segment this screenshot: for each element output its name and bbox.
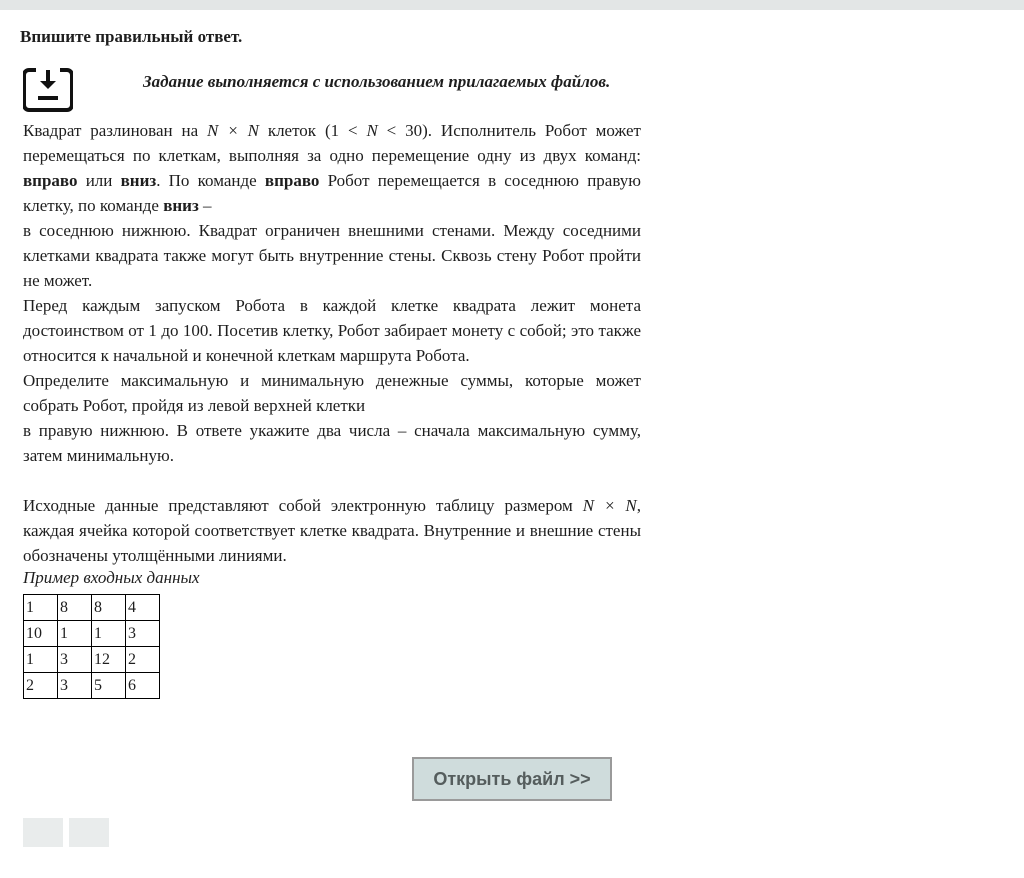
table-row — [24, 647, 160, 673]
problem-text — [23, 118, 641, 468]
table-cell: 1 — [24, 595, 58, 621]
nav-button-2[interactable] — [69, 818, 109, 847]
table-cell: 1 — [24, 647, 58, 673]
table-cell: 8 — [58, 595, 92, 621]
top-bar — [0, 0, 1024, 10]
paragraph-3-cont: в правую нижнюю. В ответе укажите два числа – сначала максимальную сумму, затем минимальную. — [23, 421, 641, 465]
download-file-icon[interactable] — [23, 68, 73, 112]
table-cell: 3 — [126, 621, 160, 647]
nav-button-1[interactable] — [23, 818, 63, 847]
table-row — [24, 595, 160, 621]
open-file-button[interactable]: Открыть файл >> — [412, 757, 612, 801]
table-cell: 6 — [126, 673, 160, 699]
input-description — [23, 493, 641, 568]
table-cell: 2 — [126, 647, 160, 673]
table-cell: 1 — [58, 621, 92, 647]
paragraph-2: Перед каждым запуском Робота в каждой клетке квадрата лежит монета достоинством от 1 до 100. Посетив клетку, Робот забирает монету с собой; это также относится к начальной и конечной клеткам маршрута Робота. — [23, 296, 641, 365]
table-cell: 3 — [58, 673, 92, 699]
table-row — [24, 673, 160, 699]
table-cell: 4 — [126, 595, 160, 621]
example-title: Пример входных данных — [23, 568, 200, 587]
table-cell: 8 — [92, 595, 126, 621]
table-cell: 2 — [24, 673, 58, 699]
table-cell: 3 — [58, 647, 92, 673]
instruction-heading: Впишите правильный ответ. — [20, 27, 243, 46]
table-row — [24, 621, 160, 647]
paragraph-3: Определите максимальную и минимальную денежные суммы, которые может собрать Робот, пройдя из левой верхней клетки — [23, 371, 641, 415]
table-cell: 10 — [24, 621, 58, 647]
paragraph-1: Квадрат разлинован на N × N клеток (1 < N < 30). Исполнитель Робот может перемещаться по клеткам, выполняя за одно перемещение одну из двух команд: вправо или вниз. По команде вправо Робот перемещается в соседнюю правую клетку, по команде вниз – — [23, 121, 641, 215]
file-note: Задание выполняется с использованием прилагаемых файлов. — [143, 72, 611, 91]
paragraph-1-cont: в соседнюю нижнюю. Квадрат ограничен внешними стенами. Между соседними клетками квадрата также могут быть внутренние стены. Сквозь стену Робот пройти не может. — [23, 221, 641, 290]
table-cell: 1 — [92, 621, 126, 647]
paragraph-4: Исходные данные представляют собой электронную таблицу размером N × N, каждая ячейка которой соответствует клетке квадрата. Внутренние и внешние стены обозначены утолщёнными линиями. — [23, 496, 641, 565]
table-cell: 5 — [92, 673, 126, 699]
table-cell: 12 — [92, 647, 126, 673]
example-table — [23, 594, 160, 699]
